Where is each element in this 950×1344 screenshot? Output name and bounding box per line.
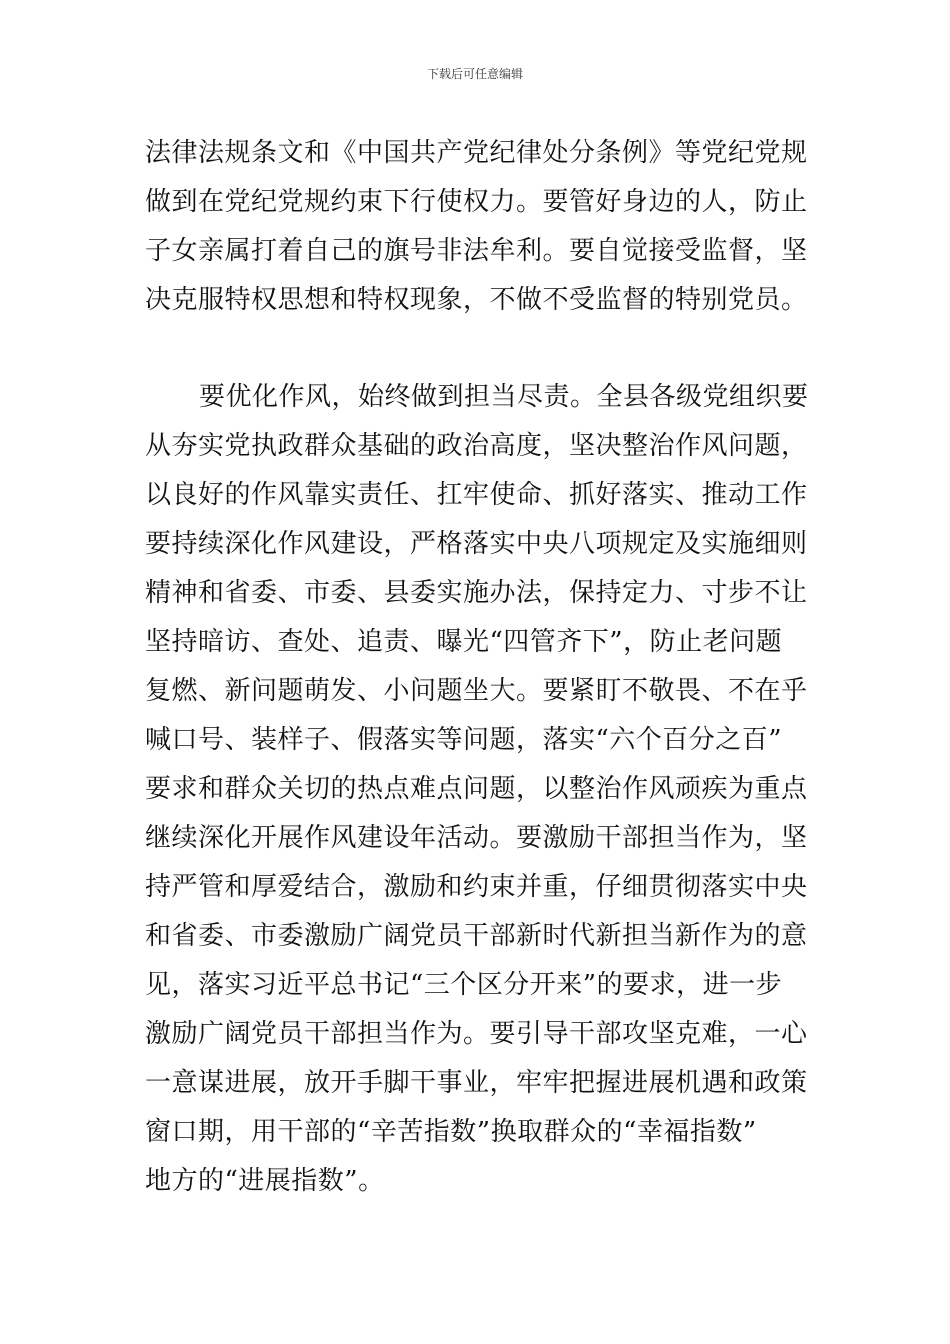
paragraph-line: 要持续深化作风建设，严格落实中央八项规定及实施细则 [145, 529, 808, 559]
paragraph-line: 法律法规条文和《中国共产党纪律处分条例》等党纪党规 [145, 138, 808, 168]
paragraph-line: 地方的“进展指数”。 [145, 1166, 385, 1196]
paragraph-line: 激励广阔党员干部担当作为。要引导干部攻坚克难，一心 [145, 1019, 808, 1049]
paragraph-1 [145, 129, 815, 325]
paragraph-first-line: 要优化作风，始终做到担当尽责。全县各级党组织要 [199, 382, 809, 412]
paragraph-2 [145, 373, 815, 1206]
paragraph-line: 见，落实习近平总书记“三个区分开来”的要求，进一步 [145, 970, 783, 1000]
paragraph-line: 精神和省委、市委、县委实施办法，保持定力、寸步不让 [145, 578, 808, 608]
paragraph-line: 持严管和厚爱结合，激励和约束并重，仔细贯彻落实中央 [145, 872, 808, 902]
paragraph-line: 从夯实党执政群众基础的政治高度，坚决整治作风问题， [145, 431, 808, 461]
paragraph-line: 一意谋进展，放开手脚干事业，牢牢把握进展机遇和政策 [145, 1068, 808, 1098]
paragraph-line: 子女亲属打着自己的旗号非法牟利。要自觉接受监督，坚 [145, 236, 808, 266]
paragraph-line: 喊口号、装样子、假落实等问题，落实“六个百分之百” [145, 725, 783, 755]
paragraph-line: 复燃、新问题萌发、小问题坐大。要紧盯不敬畏、不在乎 [145, 676, 808, 706]
paragraph-line: 以良好的作风靠实责任、扛牢使命、抓好落实、推动工作 [145, 480, 808, 510]
paragraph-line: 坚持暗访、查处、追责、曝光“四管齐下”，防止老问题 [145, 627, 783, 657]
paragraph-line: 决克服特权思想和特权现象，不做不受监督的特别党员。 [145, 285, 808, 315]
paragraph-line: 做到在党纪党规约束下行使权力。要管好身边的人，防止 [145, 187, 808, 217]
paragraph-line: 要求和群众关切的热点难点问题，以整治作风顽疾为重点 [145, 774, 808, 804]
paragraph-line: 继续深化开展作风建设年活动。要激励干部担当作为，坚 [145, 823, 808, 853]
paragraph-line: 和省委、市委激励广阔党员干部新时代新担当新作为的意 [145, 921, 808, 951]
paragraph-line: 窗口期，用干部的“辛苦指数”换取群众的“幸福指数” [145, 1117, 757, 1147]
page-header: 下载后可任意编辑 [426, 67, 523, 81]
